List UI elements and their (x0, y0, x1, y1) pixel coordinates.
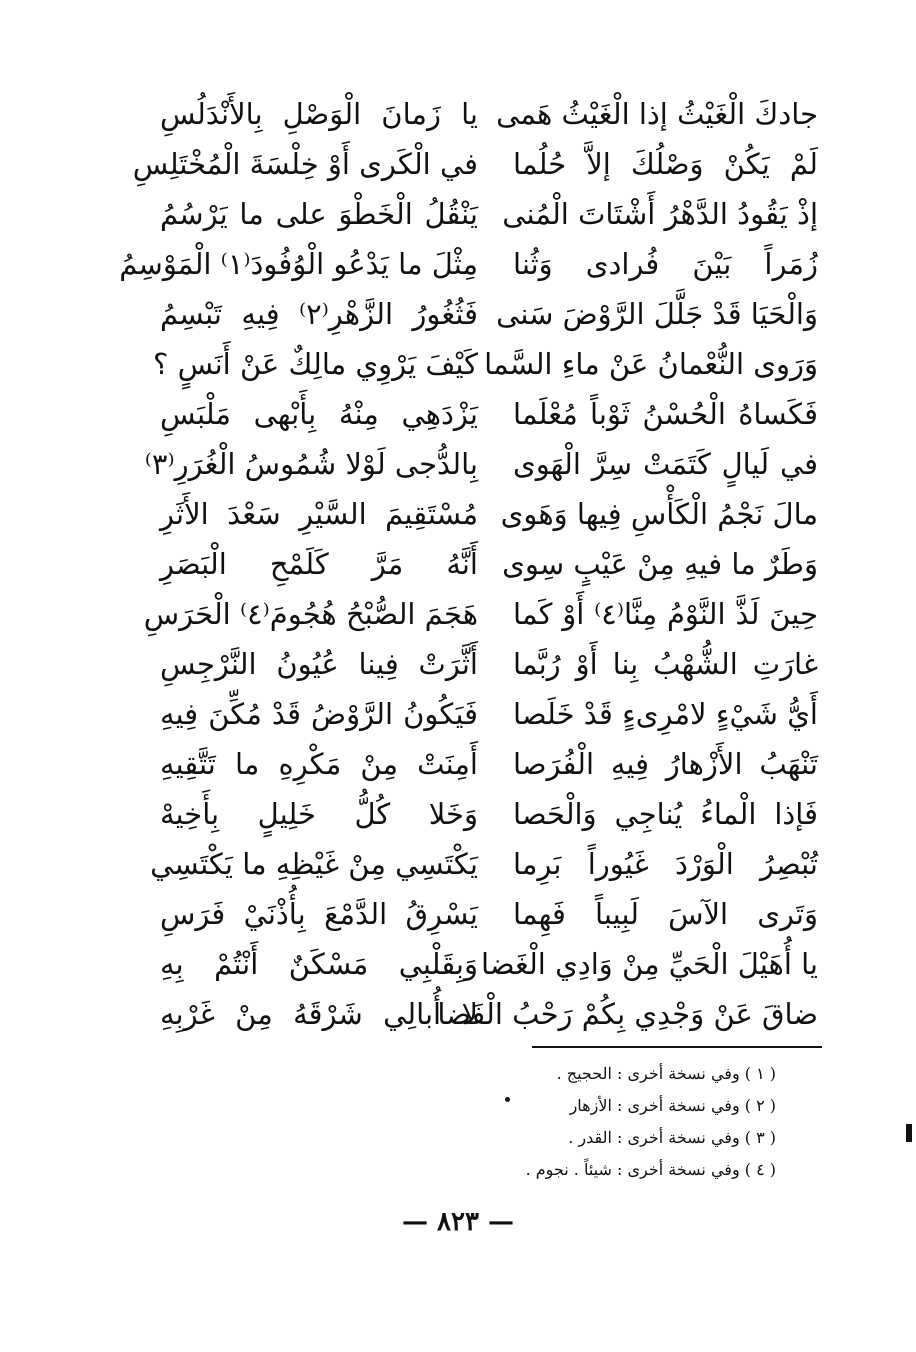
right-hemistich-7: فَكَساهُ الْحُسْنُ ثَوْباً مُعْلَما (513, 397, 818, 431)
ink-speck (505, 1097, 510, 1102)
left-hemistich-11: هَجَمَ الصُّبْحُ هُجُومَ⁽٤⁾ الْحَرَسِ (143, 597, 478, 631)
scan-edge-mark (906, 1124, 912, 1142)
right-hemistich-9: مالَ نَجْمُ الْكَأْسِ فِيها وَهَوى (500, 497, 818, 531)
right-hemistich-2: لَمْ يَكُنْ وَصْلُكَ إلاَّ حُلُما (513, 147, 818, 181)
left-hemistich-4: مِثْلَ ما يَدْعُو الْوُفُودَ⁽١⁾ الْمَوْسِمُ (119, 247, 478, 281)
right-hemistich-13: أَيُّ شَيْءٍ لامْرِىءٍ قَدْ خَلَصا (513, 697, 818, 731)
right-hemistich-5: وَالْحَيَا قَدْ جَلَّلَ الرَّوْضَ سَنى (496, 297, 818, 331)
right-hemistich-17: وَتَرى الآسَ لَبِيباً فَهِما (513, 897, 818, 931)
right-hemistich-12: غارَتِ الشُّهْبُ بِنا أَوْ رُبَّما (513, 647, 818, 681)
left-hemistich-1: يا زَمانَ الْوَصْلِ بِالأَنْدَلُسِ (160, 97, 478, 131)
left-hemistich-14: أَمِنَتْ مِنْ مَكْرِهِ ما تَتَّقِيهِ (160, 747, 478, 781)
footnote-3: ( ٣ ) وفي نسخة أخرى : القدر . (568, 1128, 776, 1147)
left-hemistich-2: في الْكَرى أَوْ خِلْسَةَ الْمُخْتَلِسِ (132, 147, 478, 181)
footnotes (476, 1058, 776, 1186)
left-hemistich-10: أَنَّهُ مَرَّ كَلَمْحِ الْبَصَرِ (160, 547, 478, 581)
right-hemistich-14: تَنْهَبُ الأَزْهارُ فِيهِ الْفُرَصا (513, 747, 818, 781)
page-number: — ٨٢٣ — (401, 1207, 515, 1237)
left-hemistich-5: فَثُغُورُ الزَّهْرِ⁽٢⁾ فِيهِ تَبْسِمُ (160, 297, 478, 331)
right-hemistich-1: جادكَ الْغَيْثُ إذا الْغَيْثُ هَمى (496, 97, 818, 131)
right-hemistich-3: إذْ يَقُودُ الدَّهْرُ أَشْتَاتَ الْمُنى (502, 197, 818, 231)
left-hemistich-3: يَنْقُلُ الْخَطْوَ على ما يَرْسُمُ (160, 197, 478, 231)
right-hemistich-11: حِينَ لَذَّ النَّوْمُ مِنَّا⁽٤⁾ أَوْ كَما (513, 597, 819, 631)
left-hemistich-19: لا أُبالِي شَرْقَهُ مِنْ غَرْبِهِ (160, 997, 478, 1031)
left-hemistich-13: فَيَكُونُ الرَّوْضُ قَدْ مُكِّنَ فِيهِ (160, 697, 478, 731)
left-hemistich-15: وَخَلا كُلُّ خَلِيلٍ بِأَخِيهْ (160, 797, 478, 831)
right-hemistich-10: وَطَرٌ ما فيهِ مِنْ عَيْبٍ سِوى (502, 547, 818, 581)
right-hemistich-15: فَإذا الْماءُ يُناجِي وَالْحَصا (513, 797, 818, 831)
footnote-1: ( ١ ) وفي نسخة أخرى : الحجيج . (556, 1064, 776, 1083)
right-hemistich-19: ضاقَ عَنْ وَجْدِي بِكُمْ رَحْبُ الْفَضا (437, 997, 818, 1031)
right-hemistich-16: تُبْصِرُ الْوَرْدَ غَيُوراً بَرِما (513, 847, 818, 881)
left-hemistich-12: أَثَّرَتْ فِينا عُيُونُ النَّرْجِسِ (160, 647, 478, 681)
poem (119, 92, 830, 1031)
left-hemistich-18: وَبِقَلْبِي مَسْكَنٌ أَنْتُمْ بِهِ (160, 947, 478, 981)
footnote-4: ( ٤ ) وفي نسخة أخرى : شيئاً . نجوم . (525, 1160, 776, 1179)
left-hemistich-16: يَكْتَسِي مِنْ غَيْظِهِ ما يَكْتَسِي (150, 847, 478, 881)
left-hemistich-6: كَيْفَ يَرْوِي مالِكٌ عَنْ أَنَسٍ ؟ (153, 347, 478, 381)
footnote-2: ( ٢ ) وفي نسخة أخرى : الأزهار (569, 1096, 776, 1115)
left-hemistich-7: يَزْدَهِي مِنْهُ بِأَبْهى مَلْبَسِ (160, 397, 478, 431)
right-hemistich-8: في لَيالٍ كَتَمَتْ سِرَّ الْهَوى (513, 447, 818, 481)
right-hemistich-18: يا أُهَيْلَ الْحَيِّ مِنْ وَادِي الْغَضا (481, 947, 818, 981)
left-hemistich-17: يَسْرِقُ الدَّمْعَ بِأُذْنَيْ فَرَسِ (160, 897, 478, 931)
right-hemistich-4: زُمَراً بَيْنَ فُرادى وَثُنا (513, 247, 818, 281)
left-hemistich-9: مُسْتَقِيمَ السَّيْرِ سَعْدَ الأَثَرِ (160, 497, 478, 531)
footnote-divider (532, 1046, 822, 1048)
right-hemistich-6: وَرَوى النُّعْمانُ عَنْ ماءِ السَّما (484, 347, 818, 381)
left-hemistich-8: بِالدُّجى لَوْلا شُمُوسُ الْغُرَرِ⁽٣⁾ (144, 447, 478, 481)
